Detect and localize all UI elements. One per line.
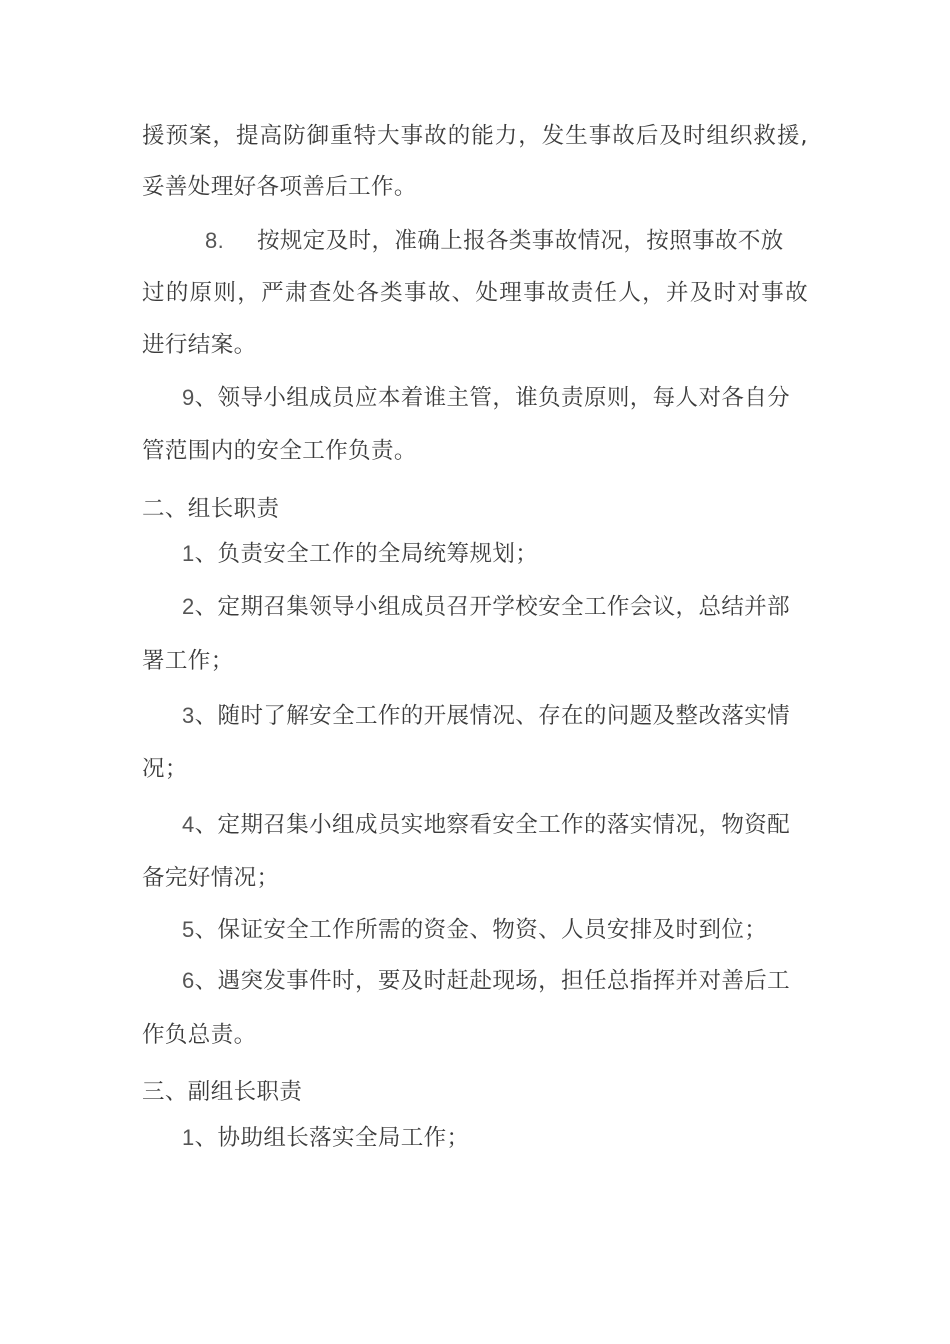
line-text: 、定期召集小组成员实地察看安全工作的落实情况，物资配 (194, 812, 791, 838)
list-number: 4 (182, 812, 195, 837)
paragraph-line (142, 330, 808, 360)
section-heading (142, 1077, 808, 1107)
line-text: 、定期召集领导小组成员召开学校安全工作会议，总结并部 (194, 594, 791, 620)
line-text: 妥善处理好各项善后工作。 (142, 174, 417, 200)
paragraph-line (142, 121, 808, 151)
heading-text: 三、副组长职责 (142, 1079, 303, 1105)
paragraph-line (142, 1020, 808, 1050)
list-number: 1 (182, 1125, 195, 1150)
paragraph-line (142, 646, 808, 676)
list-item (182, 915, 808, 945)
line-text: 、协助组长落实全局工作； (194, 1125, 470, 1151)
line-text: 况； (142, 756, 188, 782)
line-text: 、随时了解安全工作的开展情况、存在的问题及整改落实情 (194, 703, 791, 729)
line-text: 管范围内的安全工作负责。 (142, 438, 417, 464)
paragraph-line (142, 754, 808, 784)
list-item (182, 592, 808, 622)
paragraph-line (142, 172, 808, 202)
list-item-8 (205, 226, 808, 256)
list-number: 6 (182, 968, 195, 993)
line-text: 、遇突发事件时，要及时赶赴现场，担任总指挥并对善后工 (194, 968, 791, 994)
paragraph-line (142, 278, 808, 308)
list-number: 2 (182, 594, 195, 619)
list-number: 1 (182, 541, 195, 566)
line-text: 备完好情况； (142, 865, 280, 891)
line-text: 进行结案。 (142, 332, 257, 358)
line-text: 按规定及时，准确上报各类事故情况，按照事故不放 (257, 228, 784, 254)
list-number: 5 (182, 917, 195, 942)
line-text: 作负总责。 (142, 1022, 257, 1048)
heading-text: 二、组长职责 (142, 496, 280, 522)
list-item (182, 701, 808, 731)
list-item-9 (182, 383, 808, 413)
list-item (182, 539, 808, 569)
line-text: 署工作； (142, 648, 234, 674)
list-item (182, 966, 808, 996)
line-text: 、负责安全工作的全局统筹规划； (194, 541, 539, 567)
paragraph-line (142, 436, 808, 466)
list-item (182, 1123, 808, 1153)
list-item (182, 810, 808, 840)
line-text: 援预案，提高防御重特大事故的能力，发生事故后及时组织救援, (142, 123, 808, 149)
line-text: 、领导小组成员应本着谁主管，谁负责原则，每人对各自分 (194, 385, 791, 411)
line-text: 、保证安全工作所需的资金、物资、人员安排及时到位； (194, 917, 768, 943)
list-number: 3 (182, 703, 195, 728)
section-heading (142, 494, 808, 524)
paragraph-line (142, 863, 808, 893)
line-text: 过的原则，严肃查处各类事故、处理事故责任人，并及时对事故 (142, 280, 808, 306)
list-number: 8. (205, 228, 225, 253)
list-number: 9 (182, 385, 195, 410)
